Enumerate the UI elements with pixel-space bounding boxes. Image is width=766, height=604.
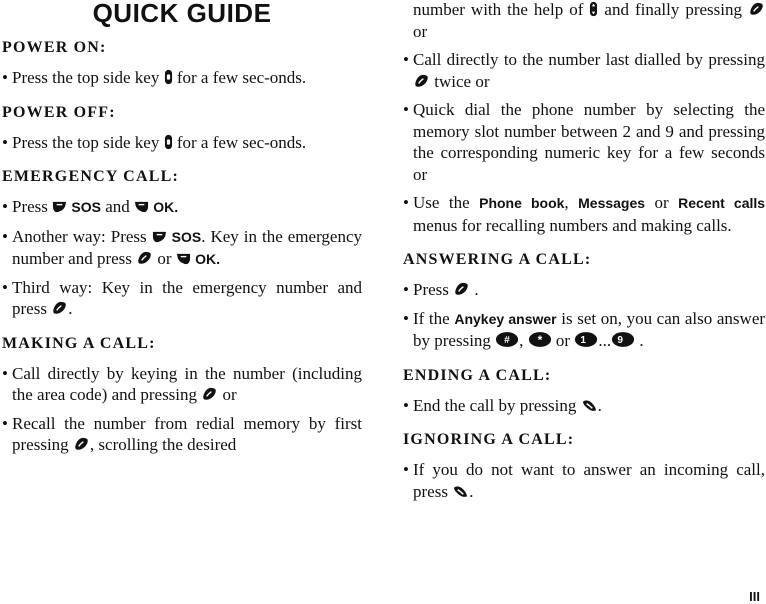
call-key-icon xyxy=(73,437,90,452)
call-key-icon xyxy=(748,2,765,17)
left-softkey-icon xyxy=(52,199,67,214)
power-on-bullet: • Press the top side key for a few sec-onds. xyxy=(2,68,307,87)
call-key-icon xyxy=(453,282,470,297)
ignoring-bullet: • If you do not want to answer an incoming call, press . xyxy=(403,460,765,501)
making-bullet-2: • Recall the number from redial memory by first pressing , scrolling the desired xyxy=(2,413,362,454)
call-key-icon xyxy=(201,387,218,402)
making-heading: MAKING A CALL: xyxy=(2,334,156,352)
emergency-bullet-1: • Press SOS and OK. xyxy=(2,197,179,216)
power-off-heading: POWER OFF: xyxy=(2,103,116,121)
power-on-heading: POWER ON: xyxy=(2,39,107,56)
right-softkey-icon xyxy=(176,251,191,266)
last-dialled-bullet: • Call directly to the number last dialled by pressing twice or xyxy=(403,50,765,91)
side-key-icon xyxy=(164,134,173,150)
ending-heading: ENDING A CALL: xyxy=(403,366,552,384)
one-key-icon xyxy=(574,331,598,348)
svg-text:1: 1 xyxy=(580,335,587,347)
ignoring-heading: IGNORING A CALL: xyxy=(403,431,575,448)
menus-bullet: • Use the Phone book, Messages or Recent calls menus for recalling numbers and making calls. xyxy=(403,193,766,235)
emergency-bullet-3: • Third way: Key in the emergency number and press . xyxy=(2,277,362,318)
quick-dial-bullet: • Quick dial the phone number by selecting the memory slot number between 2 and 9 and pressing the corresponding numeric key for a few seconds or xyxy=(403,100,765,184)
answering-heading: ANSWERING A CALL: xyxy=(403,251,592,268)
svg-text:#: # xyxy=(504,335,510,347)
making-bullet-1: • Call directly by keying in the number (including the area code) and pressing or xyxy=(2,363,362,404)
left-column xyxy=(2,0,362,456)
end-key-icon xyxy=(452,484,469,499)
ending-bullet: • End the call by pressing . xyxy=(403,395,602,415)
side-key-icon xyxy=(164,69,173,85)
right-column xyxy=(403,0,765,502)
call-key-icon xyxy=(51,301,68,316)
page-title: QUICK GUIDE xyxy=(92,0,272,28)
svg-text:*: * xyxy=(537,333,543,348)
call-key-icon xyxy=(136,251,153,266)
power-off-bullet: • Press the top side key for a few sec-onds. xyxy=(2,132,307,152)
hash-key-icon xyxy=(495,331,519,348)
right-softkey-icon xyxy=(134,199,149,214)
svg-text:9: 9 xyxy=(617,335,624,347)
left-softkey-icon xyxy=(152,229,167,244)
star-key-icon xyxy=(528,331,552,348)
page-number: III xyxy=(749,589,760,604)
answering-bullet-2: • If the Anykey answer is set on, you can also answer by pressing # , * or 1 ... 9 . xyxy=(403,308,766,350)
emergency-heading: EMERGENCY CALL: xyxy=(2,168,179,185)
end-key-icon xyxy=(581,398,598,413)
nine-key-icon xyxy=(611,331,635,348)
emergency-bullet-2: • Another way: Press SOS. Key in the emergency number and press or OK. xyxy=(2,226,363,268)
answering-bullet-1: • Press . xyxy=(403,280,479,299)
call-key-icon xyxy=(413,74,430,89)
nav-key-icon xyxy=(589,1,598,17)
recall-continuation: number with the help of and finally pressing or xyxy=(403,0,765,42)
